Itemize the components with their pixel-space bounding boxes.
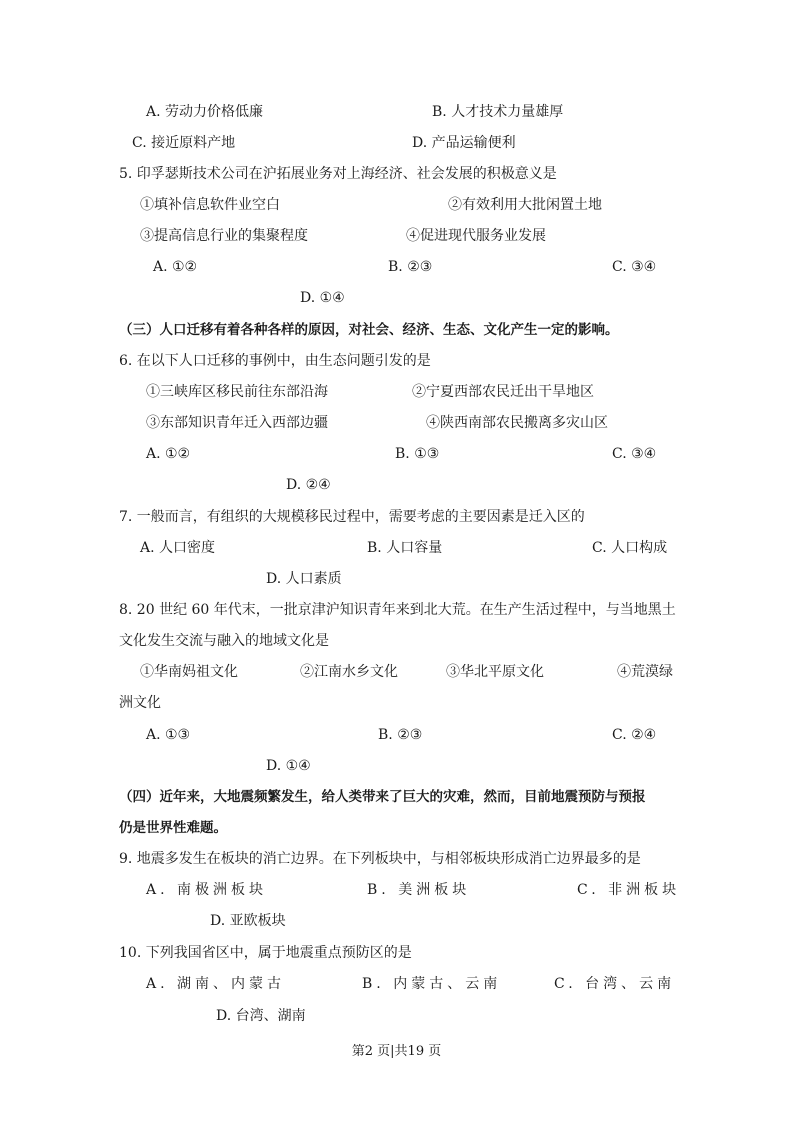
page-footer: 第2 页|共19 页 [351,1044,442,1059]
q9-stem: 9. 地震多发生在板块的消亡边界。在下列板块中，与相邻板块形成消亡边界最多的是 [119,851,641,867]
q10-option-d: D. 台湾、湖南 [216,1008,306,1024]
q5-item-2: ②有效利用大批闲置土地 [448,197,602,213]
q8-item-1: ①华南妈祖文化 [140,664,238,680]
q8-option-c: C. ②④ [612,727,657,743]
q10-option-a: A. 湖南、内蒙古 [146,976,286,992]
q6-item-1: ①三峡库区移民前往东部沿海 [146,384,328,400]
q9-option-b: B. 美洲板块 [367,882,471,898]
q7-option-b: B. 人口容量 [367,540,443,556]
q8-option-d: D. ①④ [266,758,311,774]
q4-option-a: A. 劳动力价格低廉 [146,104,264,120]
q10-stem: 10. 下列我国省区中，属于地震重点预防区的是 [119,945,412,961]
q8-item-3: ③华北平原文化 [446,664,544,680]
q6-stem: 6. 在以下人口迁移的事例中，由生态问题引发的是 [119,353,431,369]
q5-item-3: ③提高信息行业的集聚程度 [140,228,308,244]
q6-option-c: C. ③④ [612,446,657,462]
q7-option-a: A. 人口密度 [140,540,216,556]
q6-item-2: ②宁夏西部农民迁出干旱地区 [412,384,594,400]
q8-stem-line1: 8. 20 世纪 60 年代末，一批京津沪知识青年来到北大荒。在生产生活过程中，与当地黑土 [119,602,676,618]
q9-option-c: C. 非洲板块 [577,882,681,898]
q8-option-a: A. ①③ [146,727,191,743]
q10-option-b: B. 内蒙古、云南 [362,976,502,992]
q8-option-b: B. ②③ [378,727,423,743]
q6-option-b: B. ①③ [395,446,440,462]
q7-option-c: C. 人口构成 [592,540,668,556]
q5-option-b: B. ②③ [388,259,433,275]
q5-stem: 5. 印孚瑟斯技术公司在沪拓展业务对上海经济、社会发展的积极意义是 [119,166,557,182]
q6-item-3: ③东部知识青年迁入西部边疆 [146,415,328,431]
q8-item-4-continued: 洲文化 [119,695,161,711]
q8-stem-line2: 文化发生交流与融入的地域文化是 [119,633,329,649]
section-4-title-line2: 仍是世界性难题。 [119,820,227,836]
q5-option-d: D. ①④ [300,290,345,306]
q6-item-4: ④陕西南部农民搬离多灾山区 [426,415,608,431]
section-4-title-line1: （四）近年来，大地震频繁发生，给人类带来了巨大的灾难，然而，目前地震预防与预报 [119,789,646,805]
q6-option-d: D. ②④ [286,477,331,493]
q6-option-a: A. ①② [146,446,191,462]
q5-item-4: ④促进现代服务业发展 [406,228,546,244]
q9-option-a: A. 南极洲板块 [146,882,268,898]
q5-option-c: C. ③④ [612,259,657,275]
q10-option-c: C. 台湾、云南 [554,976,676,992]
q5-option-a: A. ①② [153,259,198,275]
q8-item-4: ④荒漠绿 [617,664,673,680]
section-3-title: （三）人口迁移有着各种各样的原因，对社会、经济、生态、文化产生一定的影响。 [119,322,619,338]
q7-stem: 7. 一般而言，有组织的大规模移民过程中，需要考虑的主要因素是迁入区的 [119,509,585,525]
q5-item-1: ①填补信息软件业空白 [140,197,280,213]
q4-option-d: D. 产品运输便利 [412,135,516,151]
q4-option-c: C. 接近原料产地 [132,135,236,151]
q7-option-d: D. 人口素质 [266,571,342,587]
q9-option-d: D. 亚欧板块 [210,913,286,929]
q8-item-2: ②江南水乡文化 [300,664,398,680]
q4-option-b: B. 人才技术力量雄厚 [432,104,564,120]
